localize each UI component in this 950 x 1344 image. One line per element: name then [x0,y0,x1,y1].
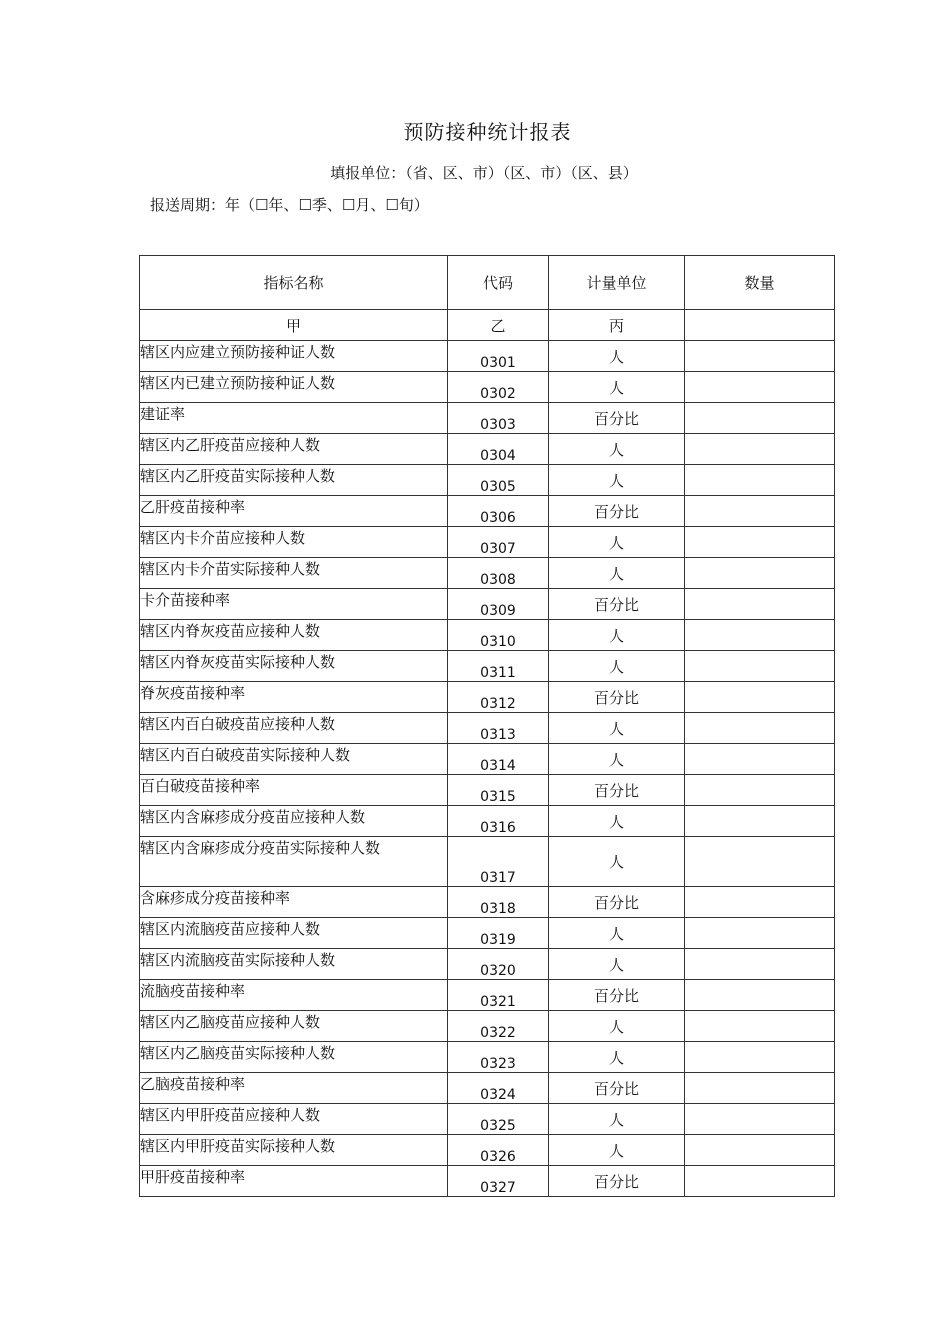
indicator-name-cell: 辖区内卡介苗应接种人数 [140,527,448,558]
code-cell: 0319 [448,918,549,949]
table-row [140,949,835,980]
table-row [140,837,835,887]
indicator-name-cell: 卡介苗接种率 [140,589,448,620]
indicator-name-cell: 含麻疹成分疫苗接种率 [140,887,448,918]
indicator-name-cell: 辖区内含麻疹成分疫苗应接种人数 [140,806,448,837]
quantity-cell[interactable] [685,1042,835,1073]
code-cell: 0310 [448,620,549,651]
unit-cell: 百分比 [549,403,685,434]
unit-cell: 百分比 [549,496,685,527]
code-cell: 0315 [448,775,549,806]
indicator-name-cell: 甲肝疫苗接种率 [140,1166,448,1197]
indicator-name-cell: 辖区内乙肝疫苗应接种人数 [140,434,448,465]
quantity-cell[interactable] [685,887,835,918]
unit-cell: 人 [549,372,685,403]
indicator-name-cell: 流脑疫苗接种率 [140,980,448,1011]
quantity-cell[interactable] [685,1073,835,1104]
unit-cell: 人 [549,1135,685,1166]
header-indicator-name: 指标名称 [140,256,448,310]
unit-cell: 百分比 [549,682,685,713]
table-row [140,372,835,403]
quantity-cell[interactable] [685,341,835,372]
code-cell: 0304 [448,434,549,465]
quantity-cell[interactable] [685,496,835,527]
table-row [140,1073,835,1104]
indicator-name-cell: 辖区内流脑疫苗实际接种人数 [140,949,448,980]
indicator-name-cell: 辖区内脊灰疫苗实际接种人数 [140,651,448,682]
code-cell: 0311 [448,651,549,682]
table-row [140,1166,835,1197]
fill-unit-line: 填报单位：（省、区、市）（区、市）（区、县） [330,164,638,182]
table-row [140,980,835,1011]
indicator-name-cell: 辖区内流脑疫苗应接种人数 [140,918,448,949]
quantity-cell[interactable] [685,372,835,403]
table-row [140,682,835,713]
code-cell: 0309 [448,589,549,620]
unit-cell: 百分比 [549,1073,685,1104]
subheader-empty [685,310,835,341]
indicator-name-cell: 百白破疫苗接种率 [140,775,448,806]
quantity-cell[interactable] [685,713,835,744]
subheader-jia: 甲 [140,310,448,341]
indicator-name-cell: 乙肝疫苗接种率 [140,496,448,527]
indicator-name-cell: 辖区内甲肝疫苗实际接种人数 [140,1135,448,1166]
unit-cell: 人 [549,806,685,837]
report-period-line: 报送周期：年（☐年、☐季、☐月、☐旬） [150,196,429,214]
quantity-cell[interactable] [685,837,835,887]
code-cell: 0316 [448,806,549,837]
code-cell: 0314 [448,744,549,775]
quantity-cell[interactable] [685,620,835,651]
indicator-name-cell: 辖区内乙肝疫苗实际接种人数 [140,465,448,496]
unit-cell: 人 [549,744,685,775]
indicator-name-cell: 辖区内应建立预防接种证人数 [140,341,448,372]
quantity-cell[interactable] [685,589,835,620]
code-cell: 0312 [448,682,549,713]
unit-cell: 人 [549,465,685,496]
unit-cell: 人 [549,620,685,651]
quantity-cell[interactable] [685,651,835,682]
indicator-name-cell: 辖区内百白破疫苗应接种人数 [140,713,448,744]
table-row [140,775,835,806]
code-cell: 0308 [448,558,549,589]
code-cell: 0320 [448,949,549,980]
quantity-cell[interactable] [685,1135,835,1166]
indicator-name-cell: 建证率 [140,403,448,434]
unit-cell: 人 [549,949,685,980]
code-cell: 0302 [448,372,549,403]
quantity-cell[interactable] [685,775,835,806]
unit-cell: 人 [549,1011,685,1042]
table-row [140,1104,835,1135]
table-row [140,403,835,434]
table-row [140,918,835,949]
table-row [140,651,835,682]
quantity-cell[interactable] [685,949,835,980]
code-cell: 0324 [448,1073,549,1104]
unit-cell: 人 [549,1104,685,1135]
code-cell: 0306 [448,496,549,527]
table-row [140,1135,835,1166]
indicator-name-cell: 辖区内已建立预防接种证人数 [140,372,448,403]
quantity-cell[interactable] [685,1166,835,1197]
indicator-name-cell: 辖区内甲肝疫苗应接种人数 [140,1104,448,1135]
unit-cell: 人 [549,1042,685,1073]
indicator-name-cell: 乙脑疫苗接种率 [140,1073,448,1104]
unit-cell: 人 [549,837,685,887]
header-unit: 计量单位 [549,256,685,310]
unit-cell: 人 [549,341,685,372]
unit-cell: 人 [549,713,685,744]
quantity-cell[interactable] [685,1011,835,1042]
indicator-name-cell: 辖区内卡介苗实际接种人数 [140,558,448,589]
indicator-name-cell: 脊灰疫苗接种率 [140,682,448,713]
code-cell: 0321 [448,980,549,1011]
unit-cell: 百分比 [549,887,685,918]
table-row [140,713,835,744]
table-row [140,806,835,837]
unit-cell: 百分比 [549,775,685,806]
quantity-cell[interactable] [685,465,835,496]
report-title: 预防接种统计报表 [403,120,572,144]
unit-cell: 人 [549,434,685,465]
indicator-name-cell: 辖区内脊灰疫苗应接种人数 [140,620,448,651]
header-quantity: 数量 [685,256,835,310]
quantity-cell[interactable] [685,806,835,837]
code-cell: 0322 [448,1011,549,1042]
quantity-cell[interactable] [685,980,835,1011]
quantity-cell[interactable] [685,527,835,558]
table-row [140,558,835,589]
table-row [140,1011,835,1042]
code-cell: 0303 [448,403,549,434]
subheader-bing: 丙 [549,310,685,341]
code-cell: 0326 [448,1135,549,1166]
table-row [140,744,835,775]
code-cell: 0325 [448,1104,549,1135]
subheader-yi: 乙 [448,310,549,341]
indicator-name-cell: 辖区内含麻疹成分疫苗实际接种人数 [140,837,448,887]
unit-cell: 人 [549,527,685,558]
table-row [140,341,835,372]
quantity-cell[interactable] [685,682,835,713]
quantity-cell[interactable] [685,744,835,775]
quantity-cell[interactable] [685,403,835,434]
table-row [140,887,835,918]
unit-cell: 人 [549,558,685,589]
table-row [140,496,835,527]
unit-cell: 百分比 [549,1166,685,1197]
table-row [140,620,835,651]
unit-cell: 百分比 [549,980,685,1011]
statistics-table [139,255,835,1197]
quantity-cell[interactable] [685,434,835,465]
table-row [140,465,835,496]
quantity-cell[interactable] [685,1104,835,1135]
table-row [140,434,835,465]
quantity-cell[interactable] [685,558,835,589]
quantity-cell[interactable] [685,918,835,949]
table-header-row [140,256,835,310]
code-cell: 0301 [448,341,549,372]
table-row [140,1042,835,1073]
code-cell: 0307 [448,527,549,558]
indicator-name-cell: 辖区内乙脑疫苗应接种人数 [140,1011,448,1042]
unit-cell: 百分比 [549,589,685,620]
code-cell: 0323 [448,1042,549,1073]
unit-cell: 人 [549,918,685,949]
unit-cell: 人 [549,651,685,682]
table-row [140,527,835,558]
code-cell: 0318 [448,887,549,918]
indicator-name-cell: 辖区内乙脑疫苗实际接种人数 [140,1042,448,1073]
indicator-name-cell: 辖区内百白破疫苗实际接种人数 [140,744,448,775]
code-cell: 0305 [448,465,549,496]
table-subheader-row [140,310,835,341]
code-cell: 0317 [448,837,549,887]
code-cell: 0327 [448,1166,549,1197]
table-row [140,589,835,620]
header-code: 代码 [448,256,549,310]
code-cell: 0313 [448,713,549,744]
